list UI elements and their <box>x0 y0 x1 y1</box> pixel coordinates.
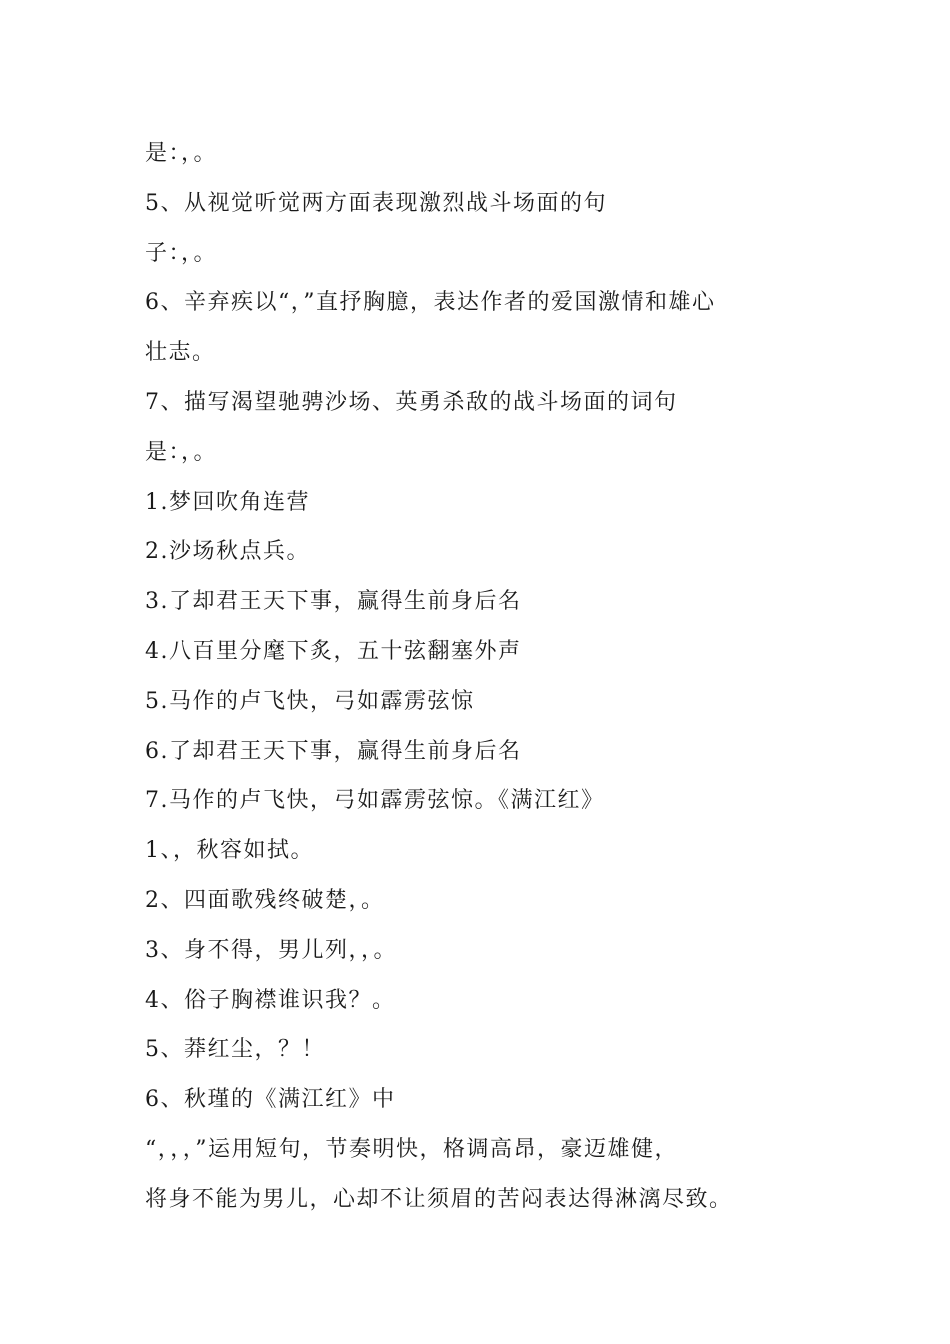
text-line: 4、俗子胸襟谁识我？。 <box>145 987 396 1013</box>
text-line: 1.梦回吹角连营 <box>145 489 310 515</box>
text-line: 5、从视觉听觉两方面表现激烈战斗场面的句 <box>145 190 607 216</box>
text-line: 6.了却君王天下事，赢得生前身后名 <box>145 738 522 764</box>
text-line: 1、，秋容如拭。 <box>145 838 314 864</box>
text-line: 5.马作的卢飞快，弓如霹雳弦惊 <box>145 688 475 714</box>
text-line: 5、莽红尘，？！ <box>145 1037 325 1063</box>
text-line: 2、四面歌残终破楚，。 <box>145 887 385 913</box>
text-line: 4.八百里分麾下炙，五十弦翻塞外声 <box>145 638 522 664</box>
text-line: 2.沙场秋点兵。 <box>145 539 310 565</box>
text-line: 6、辛弃疾以“，”直抒胸臆，表达作者的爱国激情和雄心 <box>145 290 716 316</box>
text-line: 将身不能为男儿，心却不让须眉的苦闷表达得淋漓尽致。 <box>145 1186 733 1212</box>
text-line: 3.了却君王天下事，赢得生前身后名 <box>145 589 522 615</box>
text-line: 6、秋瑾的《满江红》中 <box>145 1087 396 1113</box>
text-line: 7.马作的卢飞快，弓如霹雳弦惊。《满江红》 <box>145 788 605 814</box>
document-body <box>145 129 825 1225</box>
text-line: 3、身不得，男儿列，，。 <box>145 937 397 963</box>
text-line: 壮志。 <box>145 340 216 366</box>
text-line: 子：，。 <box>145 240 218 266</box>
text-line: 是：，。 <box>145 439 218 465</box>
text-line: “，，，”运用短句，节奏明快，格调高昂，豪迈雄健， <box>145 1136 678 1162</box>
text-line: 是：，。 <box>145 141 218 166</box>
text-line: 7、描写渴望驰骋沙场、英勇杀敌的战斗场面的词句 <box>145 389 678 415</box>
